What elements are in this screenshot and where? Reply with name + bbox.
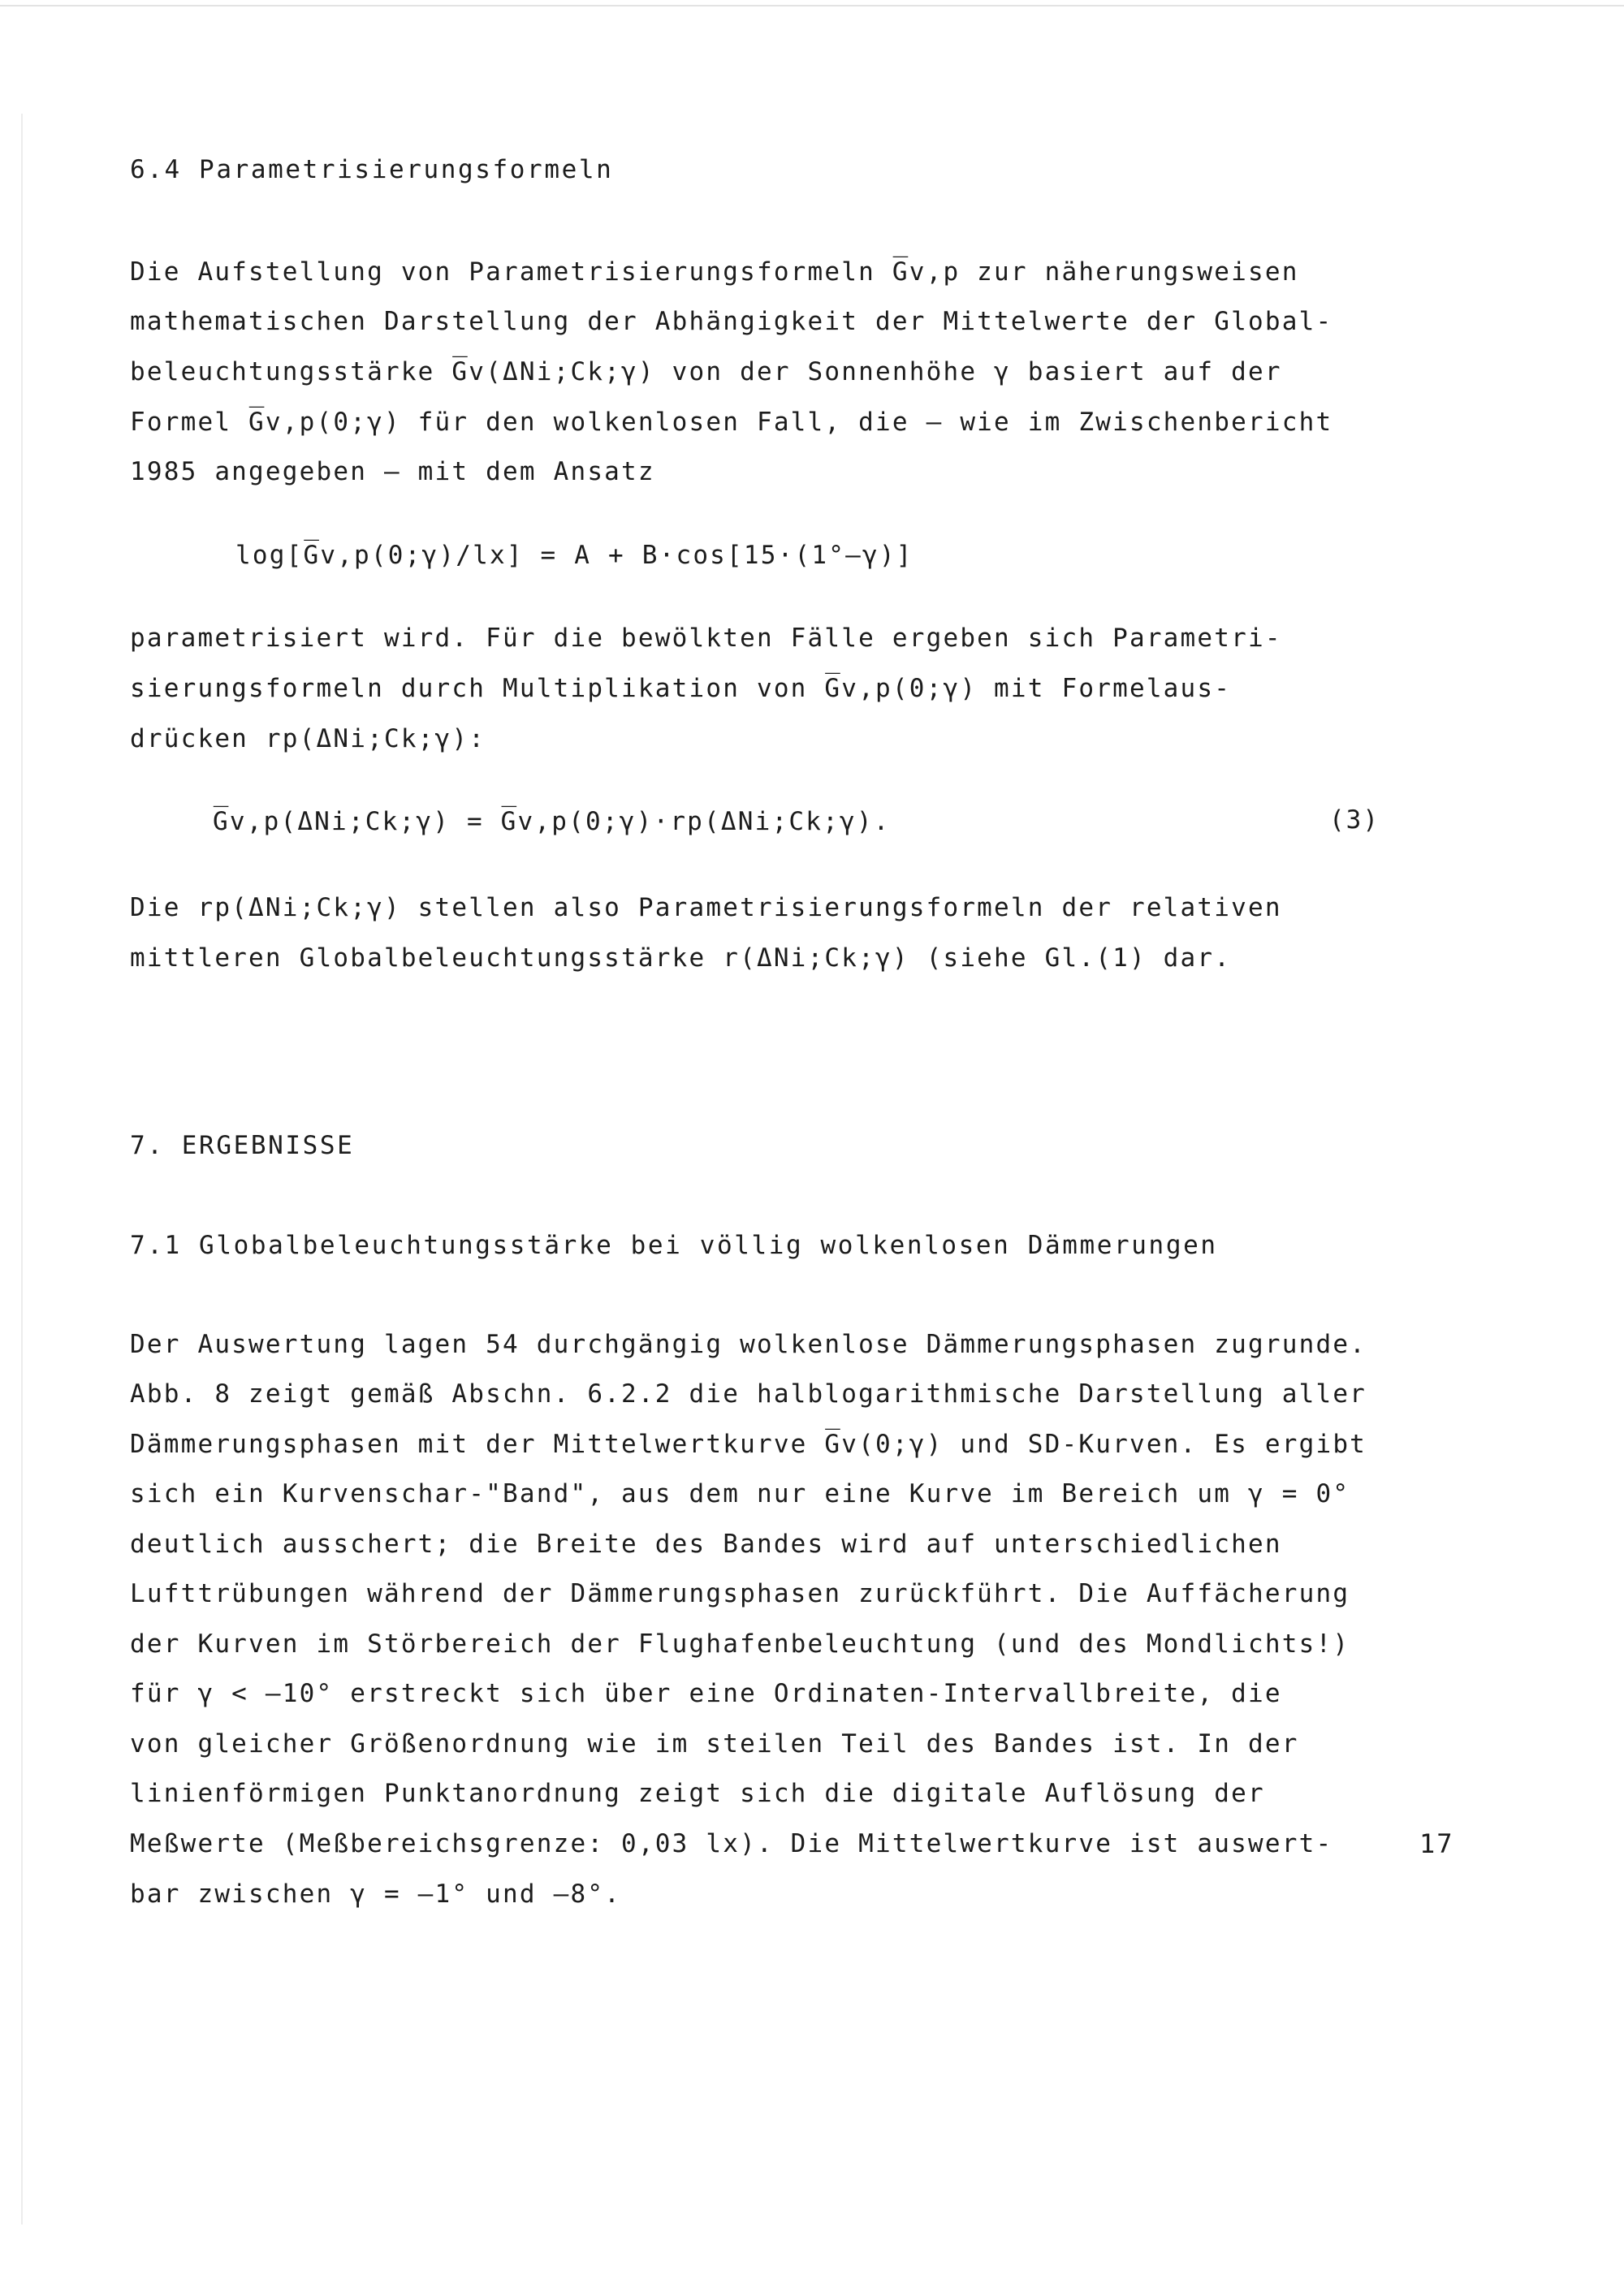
paragraph-7-1-line: von gleicher Größenordnung wie im steilen Teil des Bandes ist. In der	[130, 1729, 1299, 1759]
paragraph-7-1-line: der Kurven im Störbereich der Flughafenbeleuchtung (und des Mondlichts!)	[130, 1629, 1350, 1659]
paragraph-2-line: parametrisiert wird. Für die bewölkten Fälle ergeben sich Parametri-	[130, 624, 1282, 653]
paragraph-7-1-line: linienförmigen Punktanordnung zeigt sich die digitale Auflösung der	[130, 1779, 1265, 1808]
equation-number: (3)	[1329, 805, 1380, 835]
formula-log-ansatz: log[G̅v,p(0;γ)/lx] = A + B·cos[15·(1°–γ)]	[235, 541, 914, 570]
section-6-4-heading: 6.4 Parametrisierungsformeln	[130, 155, 614, 184]
paragraph-7-1-line: Meßwerte (Meßbereichsgrenze: 0,03 lx). Die Mittelwertkurve ist auswert-	[130, 1829, 1333, 1858]
paragraph-1-line: mathematischen Darstellung der Abhängigkeit der Mittelwerte der Global-	[130, 307, 1333, 336]
page-number: 17	[1419, 1828, 1454, 1859]
paragraph-7-1-line: Dämmerungsphasen mit der Mittelwertkurve G̅v(0;γ) und SD-Kurven. Es ergibt	[130, 1430, 1367, 1459]
paragraph-7-1-line: Der Auswertung lagen 54 durchgängig wolkenlose Dämmerungsphasen zugrunde.	[130, 1330, 1367, 1359]
scan-edge-top	[0, 5, 1624, 6]
paragraph-1-line: beleuchtungsstärke G̅v(ΔNi;Ck;γ) von der Sonnenhöhe γ basiert auf der	[130, 357, 1282, 386]
paragraph-2-line: drücken rp(ΔNi;Ck;γ):	[130, 724, 486, 753]
paragraph-7-1-line: Abb. 8 zeigt gemäß Abschn. 6.2.2 die halblogarithmische Darstellung aller	[130, 1379, 1367, 1409]
paragraph-1-line: Formel G̅v,p(0;γ) für den wolkenlosen Fall, die – wie im Zwischenbericht	[130, 408, 1333, 437]
scan-edge-left	[21, 114, 23, 2225]
paragraph-1-line: 1985 angegeben – mit dem Ansatz	[130, 457, 655, 486]
paragraph-7-1-line: für γ < –10° erstreckt sich über eine Ordinaten-Intervallbreite, die	[130, 1679, 1282, 1708]
formula-3: G̅v,p(ΔNi;Ck;γ) = G̅v,p(0;γ)·rp(ΔNi;Ck;γ).	[213, 807, 891, 836]
paragraph-2-line: sierungsformeln durch Multiplikation von G̅v,p(0;γ) mit Formelaus-	[130, 674, 1232, 703]
paragraph-3-line: Die rp(ΔNi;Ck;γ) stellen also Parametrisierungsformeln der relativen	[130, 893, 1282, 922]
section-7-1-heading: 7.1 Globalbeleuchtungsstärke bei völlig wolkenlosen Dämmerungen	[130, 1231, 1218, 1260]
paragraph-7-1-line: sich ein Kurvenschar-"Band", aus dem nur eine Kurve im Bereich um γ = 0°	[130, 1479, 1350, 1508]
paragraph-7-1-line: Lufttrübungen während der Dämmerungsphasen zurückführt. Die Auffächerung	[130, 1579, 1350, 1608]
paragraph-3-line: mittleren Globalbeleuchtungsstärke r(ΔNi;Ck;γ) (siehe Gl.(1) dar.	[130, 943, 1232, 973]
paragraph-7-1-line: bar zwischen γ = –1° und –8°.	[130, 1880, 622, 1909]
paragraph-1-line: Die Aufstellung von Parametrisierungsformeln G̅v,p zur näherungsweisen	[130, 257, 1299, 287]
section-7-heading: 7. ERGEBNISSE	[130, 1131, 355, 1160]
paragraph-7-1-line: deutlich ausschert; die Breite des Bandes wird auf unterschiedlichen	[130, 1530, 1282, 1559]
